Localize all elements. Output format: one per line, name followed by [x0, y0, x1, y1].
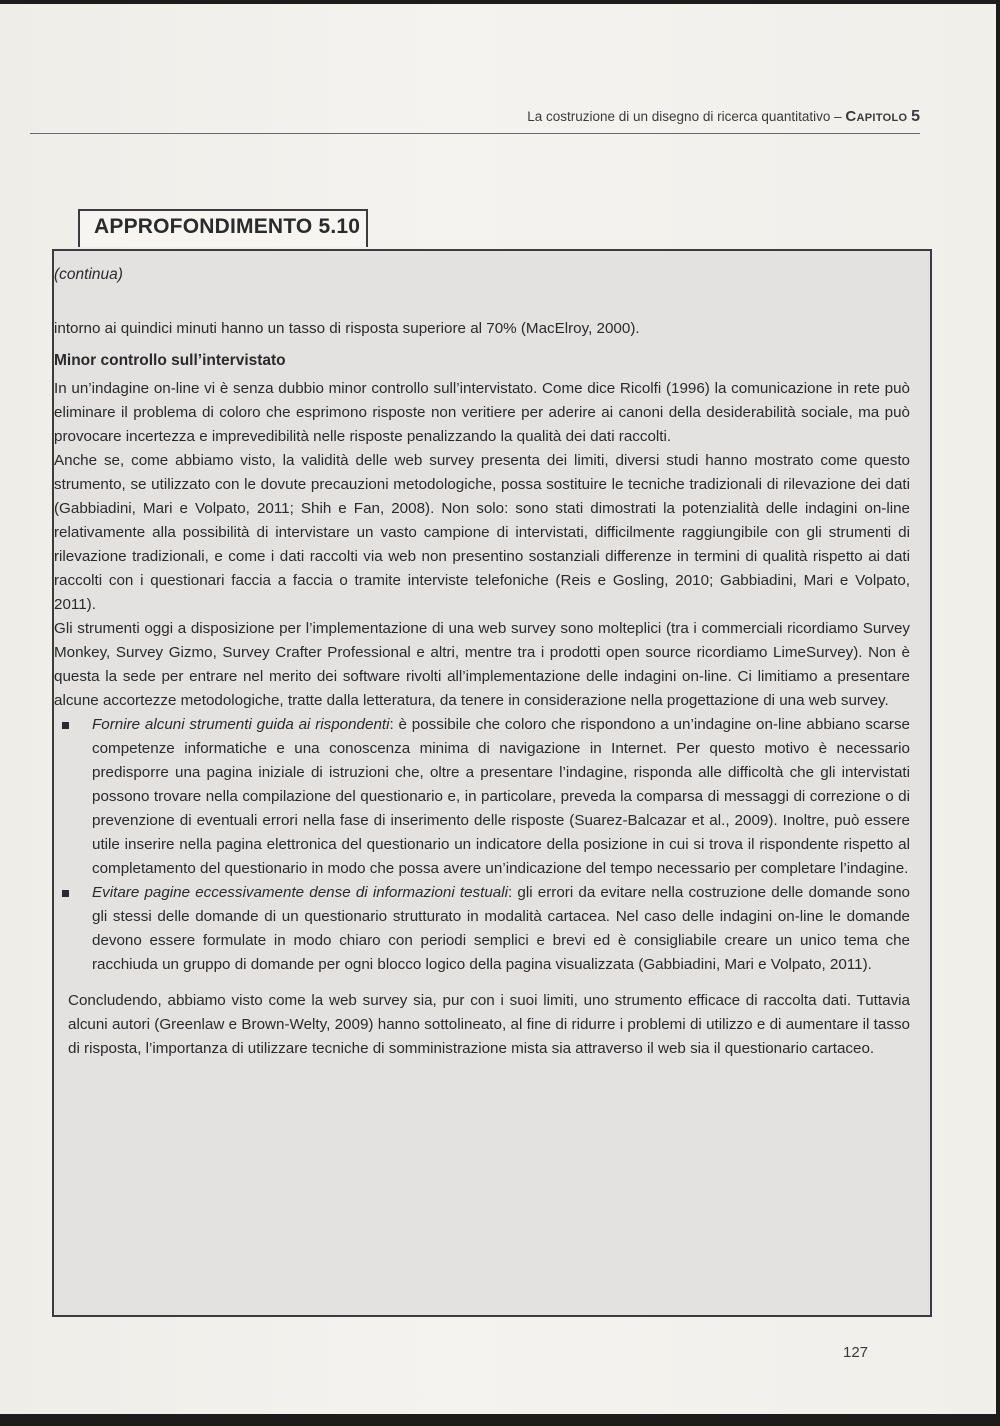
bullet-text: : è possibile che coloro che rispondono a un’indagine on-line abbiano scarse competenze informatiche e una conoscenza minima di navigazione in Internet. Per questo motivo è necessario predisporre una pagina iniziale di istruzioni che, oltre a presentare l’indagine, risponda alle difficoltà che gli intervistati possono trovare nella compilazione del questionario e, in particolare, preveda la comparsa di messaggi di correzione o di prevenzione di eventuali errori nella fase di inserimento delle risposte (Suarez-Balcazar et al., 2009). Inoltre, può essere utile inserire nella pagina elettronica del questionario un indicatore della posizione in cui si trova il rispondente rispetto al completamento del questionario in modo che possa avere un’indicazione del tempo necessario per completare l’indagine. — [92, 716, 911, 877]
chapter-label: Capitolo — [845, 108, 908, 125]
chapter-number: 5 — [911, 108, 920, 125]
list-item — [54, 881, 910, 977]
running-header — [30, 108, 920, 134]
running-title: La costruzione di un disegno di ricerca quantitativo – — [527, 109, 846, 124]
section-heading: Minor controllo sull’intervistato — [54, 352, 286, 369]
box-title: APPROFONDIMENTO 5.10 — [78, 209, 368, 247]
conclusion-paragraph: Concludendo, abbiamo visto come la web survey sia, pur con i suoi limiti, uno strumento efficace di raccolta dati. Tuttavia alcuni autori (Greenlaw e Brown-Welty, 2009) hanno sottolineato, al fine di ridurre i problemi di utilizzo e di aumentare il tasso di risposta, l’importanza di utilizzare tecniche di somministrazione mista sia attraverso il web sia il questionario cartaceo. — [68, 992, 910, 1057]
box-content — [54, 317, 910, 1061]
page-number: 127 — [843, 1344, 869, 1361]
book-page — [0, 4, 996, 1414]
bullet-text: : gli errori da evitare nella costruzione delle domande sono gli stessi delle domande di un questionario strutturato in modalità cartacea. Nel caso delle indagini on-line le domande devono essere formulate in modo chiaro con periodi semplici e brevi ed è consigliabile creare un unico tema che racchiuda un gruppo di domande per ogni blocco logico della pagina visualizzata (Gabbiadini, Mari e Volpato, 2011). — [92, 884, 910, 973]
intro-line: intorno ai quindici minuti hanno un tasso di risposta superiore al 70% (MacElroy, 2000). — [54, 320, 640, 337]
paragraph: Gli strumenti oggi a disposizione per l’implementazione di una web survey sono molteplici (tra i commerciali ricordiamo Survey Monkey, Survey Gizmo, Survey Crafter Professional e altri, mentre tra i prodotti open source ricordiamo LimeSurvey). Non è questa la sede per entrare nel merito dei software rivolti all’implementazione delle indagini on-line. Ci limitiamo a presentare alcune accortezze metodologiche, tratte dalla letteratura, da tenere in considerazione nella progettazione di una web survey. — [54, 620, 910, 709]
paragraph: Anche se, come abbiamo visto, la validità delle web survey presenta dei limiti, diversi studi hanno mostrato come questo strumento, se utilizzato con le dovute precauzioni metodologiche, possa sostituire le tecniche tradizionali di rilevazione dei dati (Gabbiadini, Mari e Volpato, 2011; Shih e Fan, 2008). Non solo: sono stati dimostrati la potenzialità delle indagini on-line relativamente alla possibilità di intervistare un vasto campione di intervistati, difficilmente raggiungibile con gli strumenti di rilevazione tradizionali, e come i dati raccolti via web non presentino sostanziali differenze in termini di qualità rispetto ai dati raccolti con i questionari faccia a faccia o tramite interviste telefoniche (Reis e Gosling, 2010; Gabbiadini, Mari e Volpato, 2011). — [54, 452, 910, 613]
bullet-lead: Evitare pagine eccessivamente dense di informazioni testuali — [92, 884, 508, 901]
bullet-list — [54, 713, 910, 977]
square-bullet-icon — [62, 890, 69, 897]
bullet-lead: Fornire alcuni strumenti guida ai rispondenti — [92, 716, 390, 733]
list-item — [54, 713, 910, 881]
paragraph: In un’indagine on-line vi è senza dubbio minor controllo sull’intervistato. Come dice Ricolfi (1996) la comunicazione in rete può eliminare il problema di coloro che esprimono risposte non veritiere per aderire ai canoni della desiderabilità sociale, ma può provocare incertezza e imprevedibilità nelle risposte penalizzando la qualità dei dati raccolti. — [54, 380, 910, 445]
continued-label: (continua) — [54, 266, 123, 283]
square-bullet-icon — [62, 722, 69, 729]
